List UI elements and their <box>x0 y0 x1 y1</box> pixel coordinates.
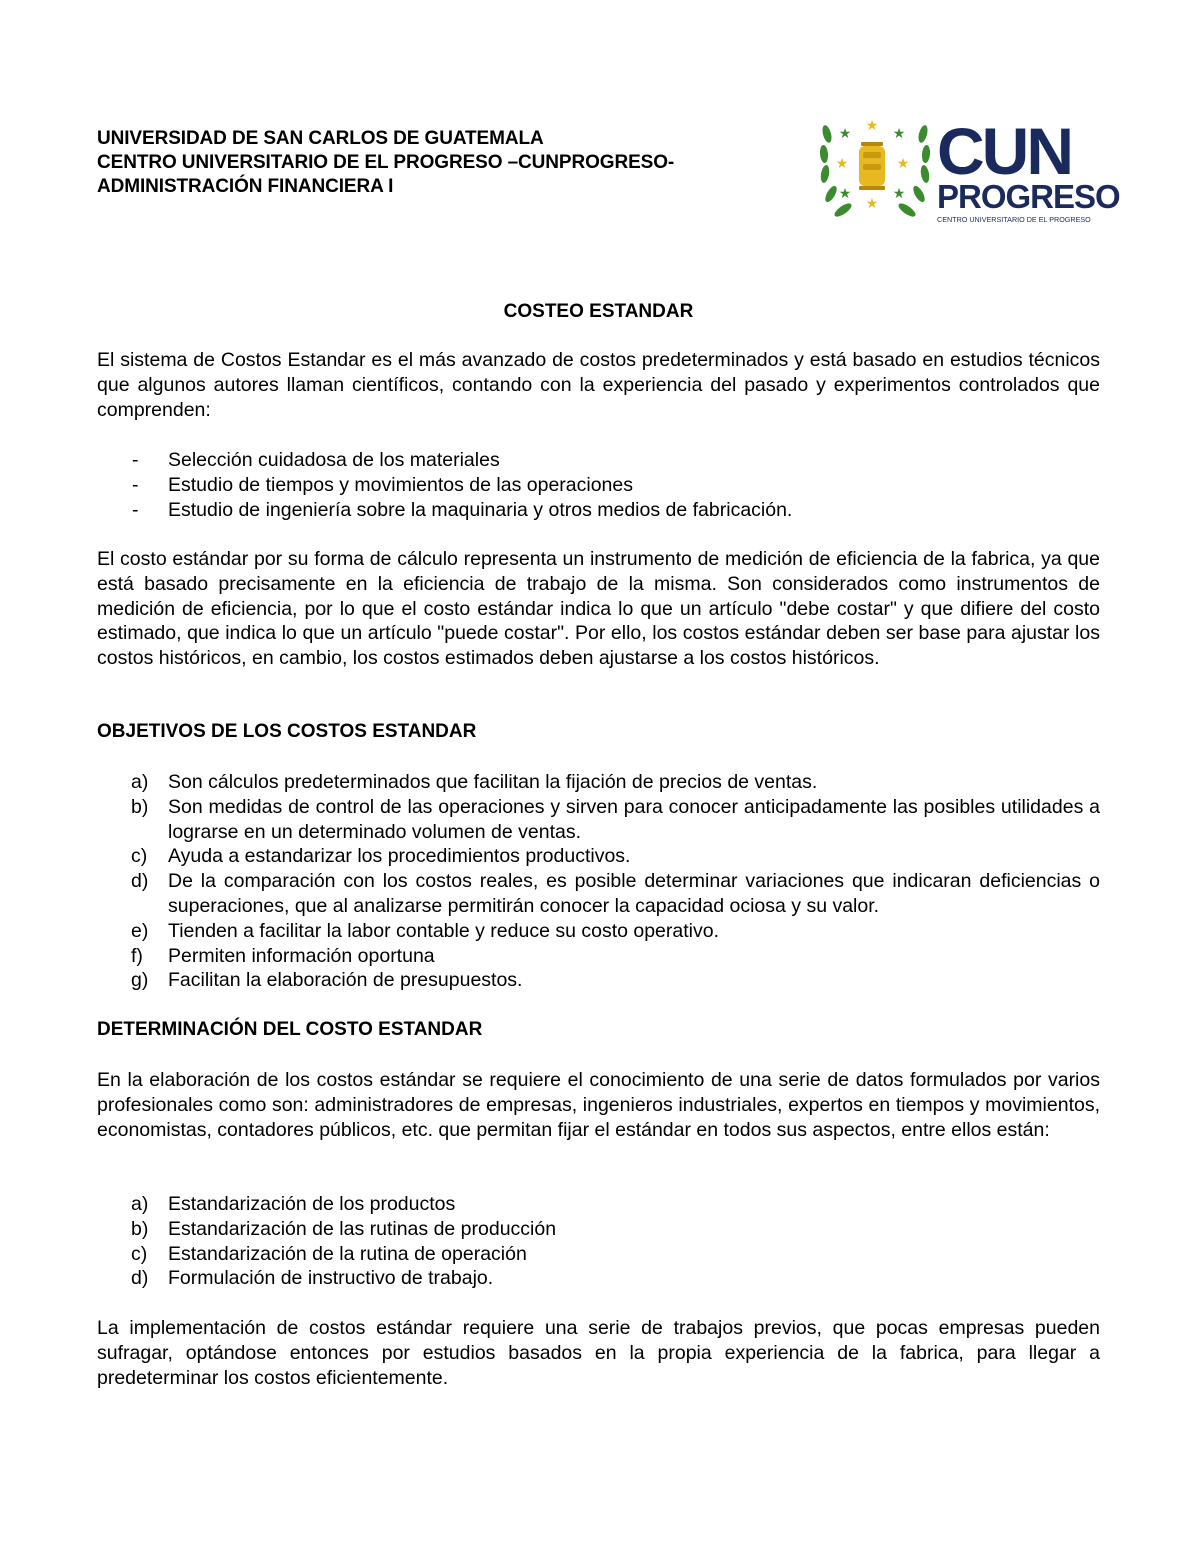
svg-text:★: ★ <box>838 186 852 202</box>
list-item: e) Tienden a facilitar la labor contable y reduce su costo operativo. <box>131 919 720 942</box>
svg-text:★: ★ <box>896 156 910 172</box>
list-item: b) Estandarización de las rutinas de producción <box>131 1217 557 1240</box>
objectives-heading: OBJETIVOS DE LOS COSTOS ESTANDAR <box>97 721 477 742</box>
list-item: b) Son medidas de control de las operaciones y sirven para conocer anticipadamente las posibles utilidades a lograrse en un determinado volumen de ventas. <box>131 795 1100 843</box>
university-name: UNIVERSIDAD DE SAN CARLOS DE GUATEMALA <box>97 128 544 149</box>
cunprogreso-logo <box>815 112 1120 230</box>
efficiency-paragraph: El costo estándar por su forma de cálculo representa un instrumento de medición de eficiencia de la fabrica, ya que está basado precisamente en la eficiencia de trabajo de la misma. Son considerados como instrumentos de medición de eficiencia, por lo que el costo estándar indica lo que un artículo "debe costar" y que difiere del costo estimado, que indica lo que un artículo "puede costar". Por ello, los costos estándar deben ser base para ajustar los costos históricos, en cambio, los costos estimados deben ajustarse a los costos históricos. <box>97 548 1100 670</box>
svg-text:★: ★ <box>865 118 879 134</box>
svg-text:★: ★ <box>835 156 849 172</box>
list-item: g) Facilitan la elaboración de presupuestos. <box>131 969 523 992</box>
logo-progreso-text: PROGRESO <box>937 178 1120 215</box>
svg-text:★: ★ <box>892 186 906 202</box>
list-item: a) Son cálculos predeterminados que facilitan la fijación de precios de ventas. <box>131 771 818 793</box>
list-item: d) De la comparación con los costos reales, es posible determinar variaciones que indicaran deficiencias o superaciones, que al analizarse permitirán conocer la capacidad ociosa y su valor. <box>131 870 1100 917</box>
intro-paragraph: El sistema de Costos Estandar es el más avanzado de costos predeterminados y está basado en estudios técnicos que algunos autores llaman científicos, contando con la experiencia del pasado y experimentos controlados que comprenden: <box>97 349 1100 421</box>
list-item: a) Estandarización de los productos <box>131 1193 456 1215</box>
list-item: c) Ayuda a estandarizar los procedimientos productivos. <box>131 845 631 868</box>
determination-paragraph: En la elaboración de los costos estándar se requiere el conocimiento de una serie de datos formulados por varios profesionales como son: administradores de empresas, ingenieros industriales, expertos en tiempos y movimientos, economistas, contadores públicos, etc. que permitan fijar el estándar en todos sus aspectos, entre ellos están: <box>97 1069 1100 1141</box>
page-title: COSTEO ESTANDAR <box>503 301 694 322</box>
list-item: - Estudio de ingeniería sobre la maquinaria y otros medios de fabricación. <box>132 498 793 521</box>
implementation-paragraph: La implementación de costos estándar requiere una serie de trabajos previos, que pocas empresas pueden sufragar, optándose entonces por estudios basados en la propia experiencia de la fabrica, para llegar a predeterminar los costos eficientemente. <box>97 1317 1100 1389</box>
list-item: d) Formulación de instructivo de trabajo. <box>131 1267 494 1290</box>
list-item: - Selección cuidadosa de los materiales <box>132 449 500 471</box>
list-item: f) Permiten información oportuna <box>131 944 435 967</box>
svg-text:★: ★ <box>865 196 879 212</box>
document-header <box>97 127 797 199</box>
jar-icon <box>859 142 885 190</box>
svg-text:★: ★ <box>838 126 852 142</box>
objectives-list <box>97 770 1100 993</box>
svg-text:★: ★ <box>892 126 906 142</box>
center-name: CENTRO UNIVERSITARIO DE EL PROGRESO –CUNPROGRESO- <box>97 152 675 173</box>
determination-list <box>97 1192 1100 1291</box>
determination-heading: DETERMINACIÓN DEL COSTO ESTANDAR <box>97 1019 483 1040</box>
logo-cun-text: CUN <box>937 114 1071 188</box>
list-item: c) Estandarización de la rutina de operación <box>131 1242 527 1265</box>
logo-subtitle-text: CENTRO UNIVERSITARIO DE EL PROGRESO <box>937 215 1091 224</box>
intro-list <box>97 448 1100 522</box>
course-name: ADMINISTRACIÓN FINANCIERA I <box>97 176 394 197</box>
list-item: - Estudio de tiempos y movimientos de las operaciones <box>132 473 633 496</box>
